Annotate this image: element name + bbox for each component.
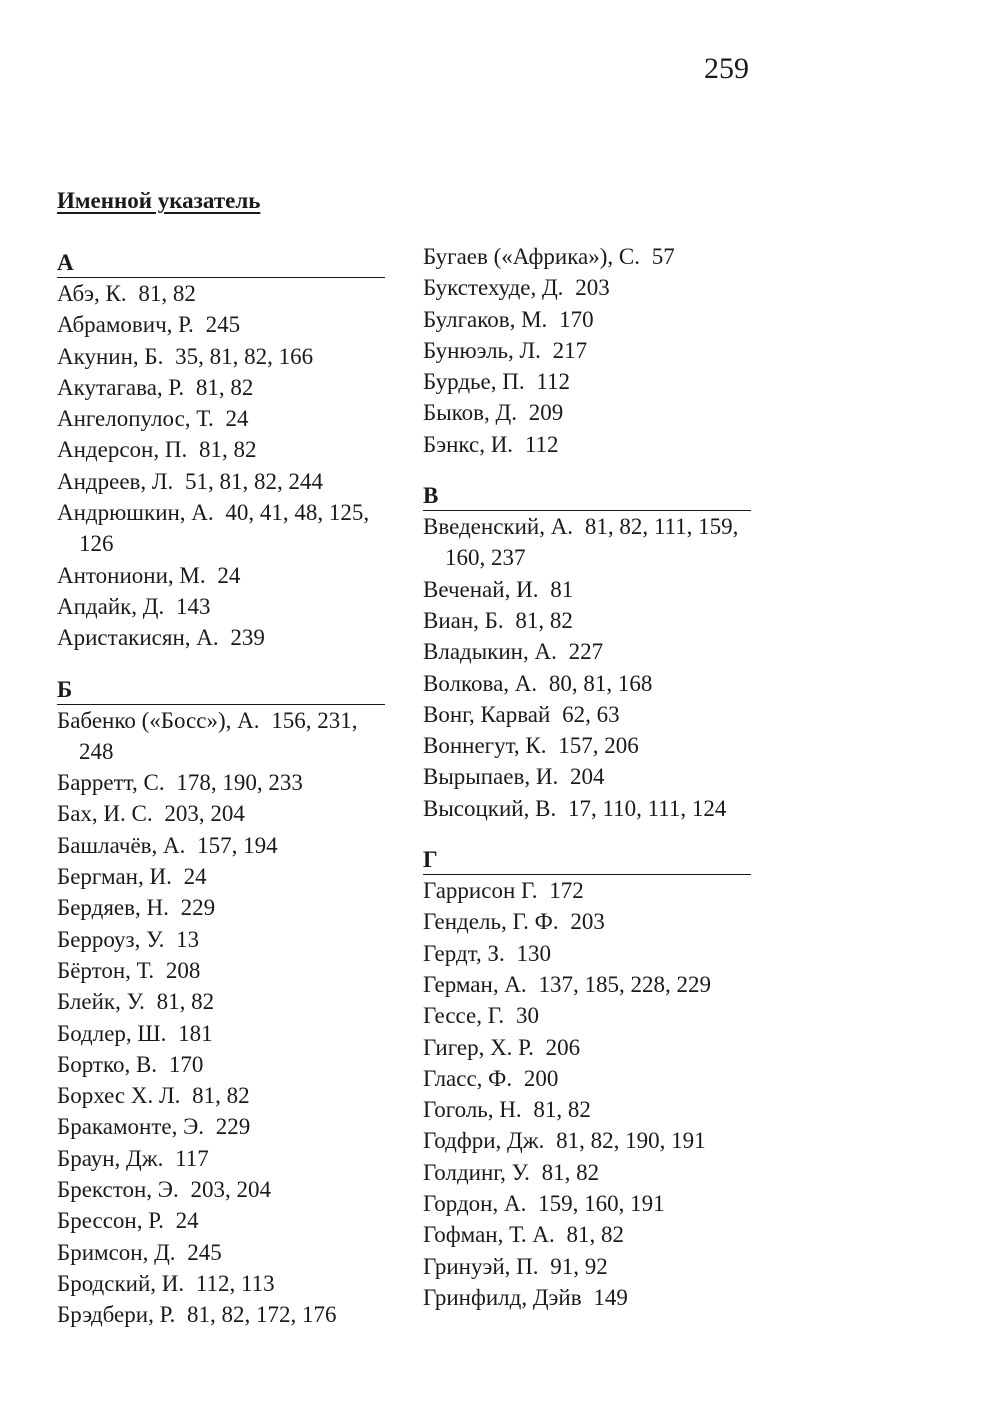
index-entry	[57, 1049, 387, 1080]
index-entry	[423, 875, 753, 906]
entry-pages: 81, 82, 190, 191	[556, 1128, 706, 1154]
entry-pages: 245	[187, 1239, 222, 1265]
entry-pages: 81, 82	[541, 1159, 600, 1185]
index-entry	[423, 429, 753, 460]
entry-pages: 170	[559, 306, 594, 332]
entry-pages: 81, 82, 111, 159, 160, 237	[445, 514, 739, 571]
entry-name: Гофман, Т. А.	[423, 1222, 555, 1248]
entry-pages: 81, 82	[156, 989, 215, 1015]
index-entry	[423, 668, 753, 699]
entry-pages: 203, 204	[164, 801, 245, 827]
index-entry	[57, 372, 387, 403]
index-entry	[57, 278, 387, 309]
index-entry	[57, 924, 387, 955]
index-entry	[57, 466, 387, 497]
index-entry	[423, 397, 753, 428]
entry-pages: 57	[651, 244, 675, 269]
entry-pages: 91, 92	[550, 1253, 608, 1279]
entry-name: Антониони, М.	[57, 562, 206, 588]
entry-name: Веченай, И.	[423, 576, 539, 602]
index-entry	[423, 969, 753, 1000]
entry-pages: 209	[528, 400, 564, 426]
entry-name: Бердяев, Н.	[57, 895, 169, 921]
entry-name: Введенский, А.	[423, 514, 574, 540]
entry-pages: 24	[175, 1208, 199, 1234]
entry-name: Ангелопулос, Т.	[57, 406, 214, 432]
entry-pages: 112	[536, 369, 570, 395]
entry-pages: 13	[176, 926, 200, 952]
entry-pages: 203	[575, 275, 610, 301]
entry-name: Бах, И. С.	[57, 801, 153, 827]
entry-name: Башлачёв, А.	[57, 832, 186, 858]
entry-name: Гордон, А.	[423, 1191, 527, 1217]
index-entry	[423, 1094, 753, 1125]
entry-pages: 51, 81, 82, 244	[185, 468, 323, 494]
section-letter: Б	[57, 676, 385, 705]
index-entry	[423, 605, 753, 636]
index-entry	[423, 1251, 753, 1282]
entry-name: Бримсон, Д.	[57, 1239, 176, 1265]
entry-name: Владыкин, А.	[423, 639, 557, 665]
entry-name: Виан, Б.	[423, 607, 504, 633]
entry-pages: 239	[230, 625, 265, 651]
index-entry	[57, 403, 387, 434]
entry-name: Волкова, А.	[423, 670, 538, 696]
index-section	[423, 241, 753, 460]
index-entry	[57, 1237, 387, 1268]
entry-pages: 229	[180, 895, 216, 921]
section-letter: Г	[423, 846, 751, 875]
index-entry	[57, 830, 387, 861]
entry-name: Андерсон, П.	[57, 437, 188, 463]
entry-pages: 143	[176, 593, 211, 619]
entry-pages: 24	[183, 864, 207, 890]
entry-name: Вонг, Карвай	[423, 701, 551, 727]
index-entry	[57, 1174, 387, 1205]
entry-pages: 81, 82	[192, 1083, 250, 1109]
index-entry	[57, 434, 387, 465]
entry-name: Брекстон, Э.	[57, 1177, 179, 1203]
entry-pages: 217	[552, 337, 588, 363]
entry-pages: 203, 204	[190, 1177, 271, 1203]
entry-name: Вырыпаев, И.	[423, 764, 559, 790]
entry-name: Акунин, Б.	[57, 343, 164, 369]
entry-name: Бёртон, Т.	[57, 957, 155, 983]
entry-name: Бурдье, П.	[423, 369, 525, 395]
entry-pages: 81	[550, 576, 574, 602]
index-section	[57, 249, 387, 654]
entry-name: Гоголь, Н.	[423, 1097, 522, 1123]
entry-pages: 62, 63	[562, 701, 620, 727]
index-section	[57, 676, 387, 1331]
entry-pages: 40, 41, 48, 125, 126	[79, 500, 370, 557]
entry-name: Апдайк, Д.	[57, 593, 165, 619]
index-entry	[423, 730, 753, 761]
section-letter: А	[57, 249, 385, 278]
index-entry	[57, 1268, 387, 1299]
entry-pages: 227	[568, 639, 604, 665]
entry-name: Блейк, У.	[57, 989, 145, 1015]
entry-pages: 81, 82	[198, 437, 257, 463]
index-entry	[423, 1188, 753, 1219]
index-entry	[423, 1063, 753, 1094]
entry-pages: 245	[205, 312, 241, 338]
entry-pages: 81, 82	[138, 281, 196, 306]
entry-name: Булгаков, М.	[423, 306, 548, 332]
entry-name: Букстехуде, Д.	[423, 275, 564, 301]
index-entry	[57, 798, 387, 829]
index-entry	[57, 986, 387, 1017]
entry-name: Абэ, К.	[57, 281, 127, 306]
section-letter: В	[423, 482, 751, 511]
index-entry	[423, 1219, 753, 1250]
entry-name: Аристакисян, А.	[57, 625, 219, 651]
entry-name: Барретт, С.	[57, 770, 165, 796]
entry-name: Борхес Х. Л.	[57, 1083, 181, 1109]
index-entry	[423, 511, 753, 574]
index-entry	[57, 705, 387, 768]
entry-name: Бодлер, Ш.	[57, 1020, 167, 1046]
index-entry	[57, 1111, 387, 1142]
index-entry	[57, 1080, 387, 1111]
index-entry	[423, 938, 753, 969]
entry-name: Годфри, Дж.	[423, 1128, 545, 1154]
index-entry	[423, 1157, 753, 1188]
page-number: 259	[704, 52, 749, 85]
index-entry	[57, 767, 387, 798]
entry-name: Герман, А.	[423, 971, 527, 997]
entry-name: Бродский, И.	[57, 1270, 185, 1296]
entry-pages: 208	[165, 957, 201, 983]
entry-name: Брэдбери, Р.	[57, 1302, 176, 1328]
entry-pages: 80, 81, 168	[548, 670, 653, 696]
entry-pages: 157, 206	[558, 733, 639, 759]
index-entry	[423, 699, 753, 730]
entry-name: Гаррисон Г.	[423, 878, 538, 904]
entry-pages: 137, 185, 228, 229	[538, 971, 711, 997]
entry-pages: 170	[168, 1051, 204, 1077]
entry-name: Бабенко («Босс»), А.	[57, 707, 260, 733]
index-entry	[57, 1143, 387, 1174]
entry-pages: 206	[545, 1034, 581, 1060]
index-section	[423, 846, 753, 1313]
index-entry	[57, 497, 387, 560]
entry-name: Гессе, Г.	[423, 1003, 505, 1029]
entry-pages: 81, 82	[515, 607, 573, 633]
entry-pages: 157, 194	[197, 832, 278, 858]
index-entry	[57, 861, 387, 892]
entry-name: Андреев, Л.	[57, 468, 174, 494]
entry-pages: 112	[524, 431, 559, 457]
index-entry	[423, 1282, 753, 1313]
entry-pages: 204	[569, 764, 605, 790]
index-entry	[423, 366, 753, 397]
index-entry	[57, 591, 387, 622]
index-column-left	[57, 249, 387, 1353]
entry-pages: 17, 110, 111, 124	[567, 795, 727, 821]
entry-name: Бортко, В.	[57, 1051, 158, 1077]
entry-pages: 130	[516, 940, 551, 966]
entry-name: Гигер, Х. Р.	[423, 1034, 534, 1060]
entry-pages: 200	[523, 1065, 559, 1091]
index-entry	[57, 1205, 387, 1236]
entry-name: Гендель, Г. Ф.	[423, 909, 559, 935]
entry-pages: 81, 82	[195, 374, 254, 400]
entry-name: Высоцкий, В.	[423, 795, 557, 821]
index-title: Именной указатель	[57, 188, 261, 213]
entry-name: Бергман, И.	[57, 864, 172, 890]
entry-pages: 159, 160, 191	[538, 1191, 665, 1217]
entry-name: Бэнкс, И.	[423, 431, 514, 457]
entry-pages: 24	[217, 562, 241, 588]
entry-pages: 81, 82	[533, 1097, 591, 1123]
entry-pages: 81, 82, 172, 176	[187, 1302, 337, 1328]
entry-pages: 229	[215, 1114, 251, 1140]
entry-name: Гринуэй, П.	[423, 1253, 539, 1279]
entry-name: Берроуз, У.	[57, 926, 165, 952]
entry-pages: 30	[515, 1003, 539, 1029]
index-entry	[423, 304, 753, 335]
index-entry	[423, 761, 753, 792]
index-entry	[57, 955, 387, 986]
entry-pages: 181	[178, 1020, 213, 1046]
entry-pages: 178, 190, 233	[176, 770, 303, 796]
entry-name: Бугаев («Африка»), С.	[423, 244, 640, 269]
entry-name: Брессон, Р.	[57, 1208, 164, 1234]
entry-pages: 172	[549, 878, 584, 904]
entry-name: Гердт, З.	[423, 940, 505, 966]
index-entry	[423, 241, 753, 272]
entry-name: Голдинг, У.	[423, 1159, 530, 1185]
index-entry	[57, 560, 387, 591]
index-entry	[423, 1000, 753, 1031]
index-entry	[423, 793, 753, 824]
index-entry	[57, 1018, 387, 1049]
entry-name: Воннегут, К.	[423, 733, 547, 759]
entry-name: Акутагава, Р.	[57, 374, 185, 400]
entry-name: Бунюэль, Л.	[423, 337, 541, 363]
index-entry	[423, 906, 753, 937]
index-entry	[423, 1125, 753, 1156]
entry-name: Бракамонте, Э.	[57, 1114, 205, 1140]
entry-name: Абрамович, Р.	[57, 312, 194, 338]
index-section	[423, 482, 753, 824]
entry-name: Гринфилд, Дэйв	[423, 1284, 582, 1310]
index-entry	[423, 636, 753, 667]
entry-name: Браун, Дж.	[57, 1145, 164, 1171]
entry-pages: 156, 231, 248	[79, 707, 358, 764]
index-entry	[423, 1032, 753, 1063]
index-entry	[57, 892, 387, 923]
index-entry	[57, 309, 387, 340]
entry-pages: 35, 81, 82, 166	[175, 343, 314, 369]
entry-name: Быков, Д.	[423, 400, 517, 426]
index-entry	[57, 1299, 387, 1330]
entry-name: Андрюшкин, А.	[57, 500, 214, 526]
index-entry	[423, 574, 753, 605]
entry-pages: 117	[175, 1145, 209, 1171]
entry-pages: 24	[225, 406, 249, 432]
index-column-right	[423, 244, 753, 1335]
entry-name: Гласс, Ф.	[423, 1065, 513, 1091]
index-entry	[423, 335, 753, 366]
entry-pages: 149	[593, 1284, 628, 1310]
index-entry	[57, 622, 387, 653]
index-entry	[423, 272, 753, 303]
entry-pages: 203	[570, 909, 605, 935]
index-entry	[57, 341, 387, 372]
entry-pages: 112, 113	[195, 1270, 275, 1296]
entry-pages: 81, 82	[566, 1222, 624, 1248]
